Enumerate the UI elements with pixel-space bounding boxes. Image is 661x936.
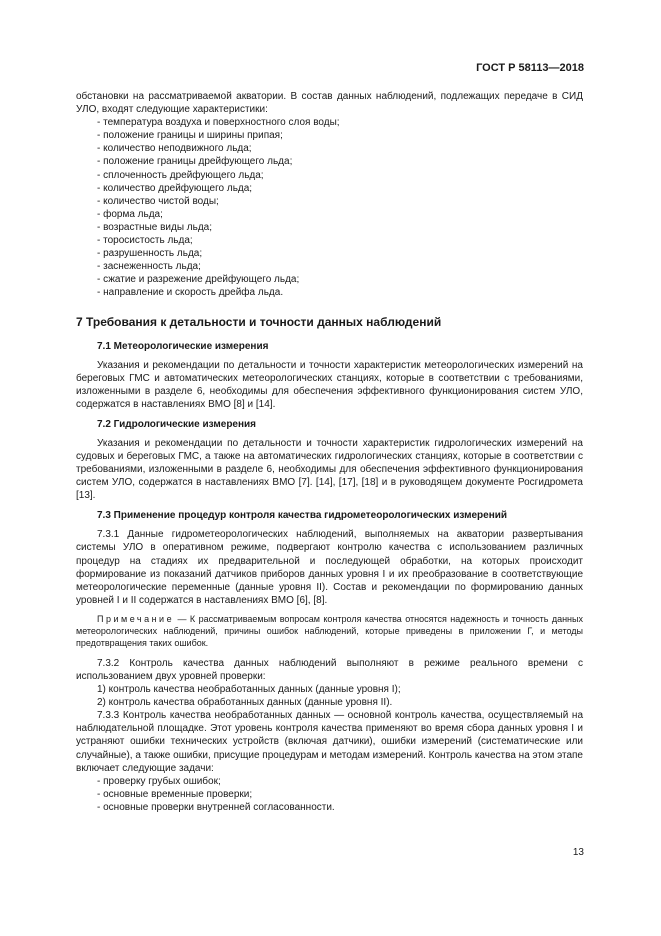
list-item: - проверку грубых ошибок; xyxy=(97,775,221,787)
list-item: - возрастные виды льда; xyxy=(97,221,213,233)
list-item: - торосистость льда; xyxy=(97,235,193,247)
list-item: 2) контроль качества обработанных данных (данные уровня II). xyxy=(97,697,393,709)
tasks-list xyxy=(76,775,583,814)
intro-paragraph: обстановки на рассматриваемой акватории. В состав данных наблюдений, подлежащих передаче в СИД УЛО, входят следующие характеристики: xyxy=(76,91,583,116)
document-header-id: ГОСТ Р 58113—2018 xyxy=(476,62,584,74)
list-item: - форма льда; xyxy=(97,208,163,220)
list-item: - направление и скорость дрейфа льда. xyxy=(97,287,284,299)
subsection-7-1-title: 7.1 Метеорологические измерения xyxy=(97,340,269,352)
characteristics-list xyxy=(76,116,583,299)
check-levels-list xyxy=(76,683,583,709)
paragraph-7-3-3: 7.3.3 Контроль качества необработанных данных — основной контроль качества, осуществляемый на наблюдательной площадке. Этот уровень контроля качества применяют во время сбора данных уровня I и устраняют ошибки технических устройств (включая датчики), ошибки измерений (систематические или случайные), а также ошибки, присущие процедурам и методам измерений. Контроль качества на этом этапе включает следующие задачи: xyxy=(76,710,583,774)
list-item: - основные проверки внутренней согласованности. xyxy=(97,801,335,813)
list-item: - заснеженность льда; xyxy=(97,261,201,273)
subsection-7-2-title: 7.2 Гидрологические измерения xyxy=(97,418,257,430)
list-item: - сплоченность дрейфующего льда; xyxy=(97,169,264,181)
note-label: Примечание xyxy=(97,613,175,624)
paragraph-7-3-1: 7.3.1 Данные гидрометеорологических наблюдений, выполняемых на акватории развертывания системы УЛО в оперативном режиме, подвергают контролю качества с использованием различных процедур на стадиях их предварительной и последующей обработки, на которых происходит формирование из показаний датчиков приборов данных уровня I и их преобразование в соответствующие метеорологические переменные (данные уровня II). Состав и рекомендации по формированию данных уровней I и II содержатся в наставлениях ВМО [6], [8]. xyxy=(76,529,583,606)
subsection-7-2-text: Указания и рекомендации по детальности и точности характеристик гидрологических измерений на судовых и береговых ГМС, а также на автоматических гидрологических станциях, которые в соответствии с требованиями, изложенными в разделе 6, необходимы для обеспечения эффективного функционирования систем УЛО, содержатся в наставлениях ВМО [7]. [14], [17], [18] и в руководящем документе Росгидромета [13]. xyxy=(76,437,583,502)
list-item: 1) контроль качества необработанных данных (данные уровня I); xyxy=(97,684,401,696)
list-item: - количество неподвижного льда; xyxy=(97,143,252,155)
list-item: - температура воздуха и поверхностного слоя воды; xyxy=(97,117,340,129)
page-content xyxy=(76,90,583,814)
list-item: - разрушенность льда; xyxy=(97,248,203,260)
list-item: - положение границы дрейфующего льда; xyxy=(97,156,293,168)
note-text: — К рассматриваемым вопросам контроля качества относятся надежность и точность данных метеорологических наблюдений, причины ошибок наблюдений, которые приведены в приложении Г, и методы предотвращения таких ошибок. xyxy=(76,613,583,648)
paragraph-7-3-2: 7.3.2 Контроль качества данных наблюдений выполняют в режиме реального времени с использованием двух уровней проверки: xyxy=(76,657,583,682)
page-number: 13 xyxy=(572,847,584,858)
subsection-7-1-text: Указания и рекомендации по детальности и точности характеристик метеорологических измерений на береговых ГМС и автоматических метеорологических станциях, которые в соответствии с требованиями, изложенными в разделе 6, необходимы для обеспечения эффективного функционирования систем УЛО, содержатся в наставлениях ВМО [8] и [14]. xyxy=(76,359,583,410)
note xyxy=(76,613,583,649)
list-item: - положение границы и ширины припая; xyxy=(97,130,283,142)
subsection-7-3-title: 7.3 Применение процедур контроля качества гидрометеорологических измерений xyxy=(97,510,508,522)
list-item: - количество дрейфующего льда; xyxy=(97,182,253,194)
list-item: - основные временные проверки; xyxy=(97,788,253,800)
section-7-title: 7 Требования к детальности и точности данных наблюдений xyxy=(76,314,442,329)
list-item: - сжатие и разрежение дрейфующего льда; xyxy=(97,274,300,286)
list-item: - количество чистой воды; xyxy=(97,195,219,207)
